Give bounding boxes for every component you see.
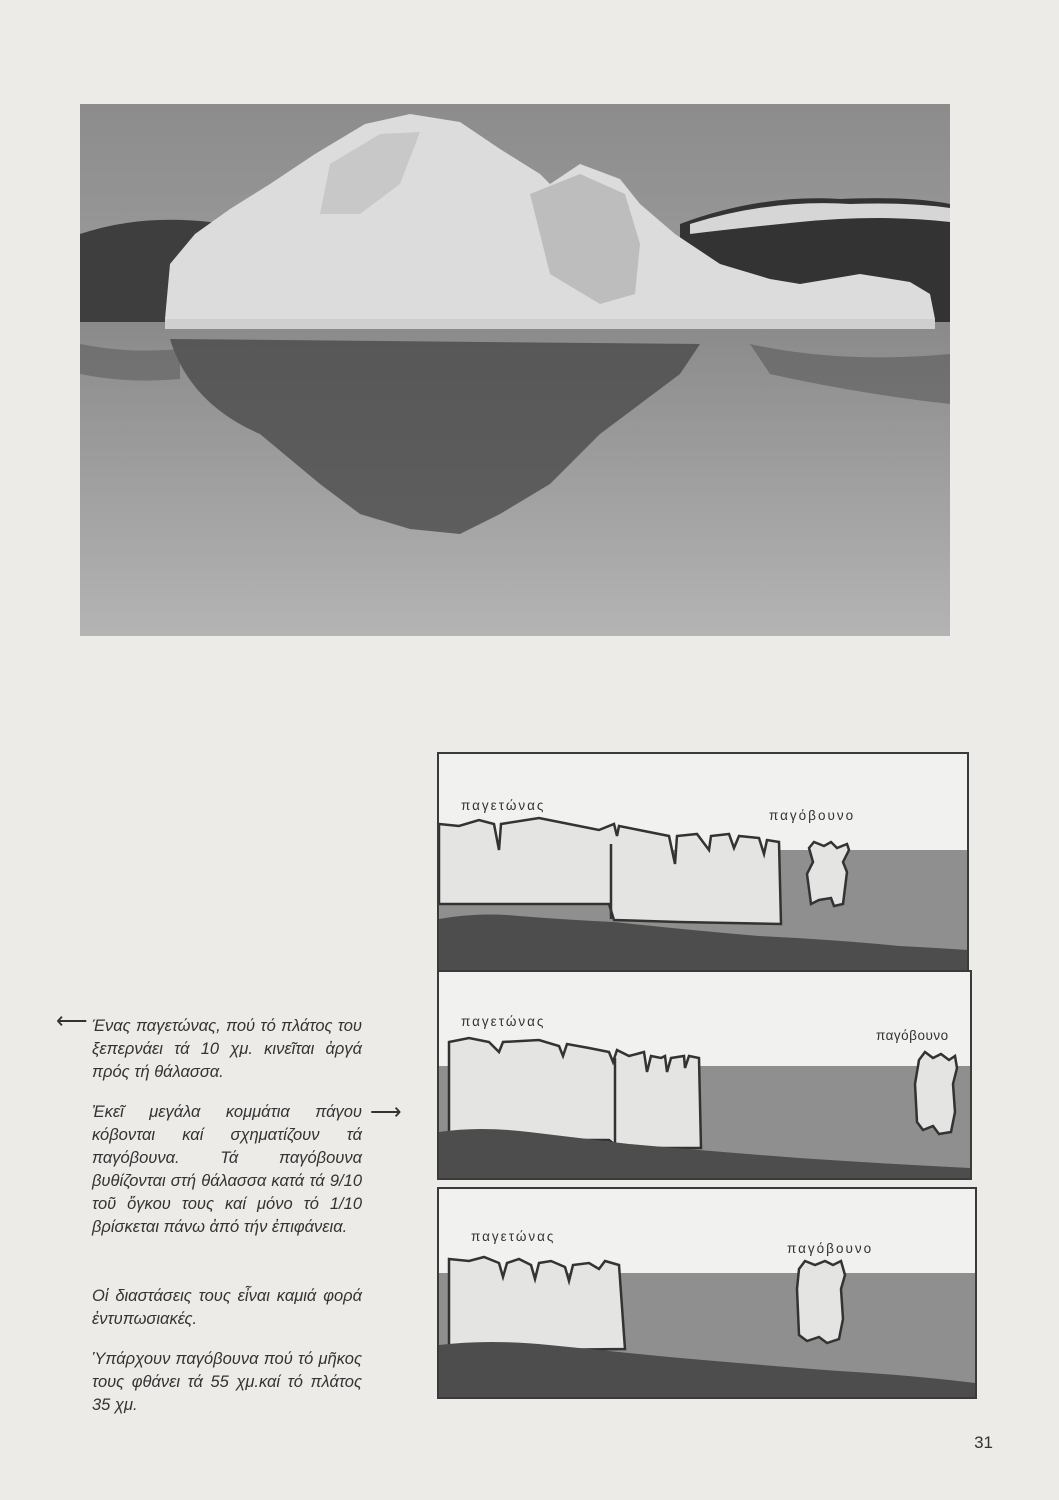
diagram-panel-1 bbox=[437, 752, 969, 974]
right-arrow-icon: ⟶ bbox=[370, 1099, 402, 1124]
glacier-label: παγετώνας bbox=[461, 798, 546, 813]
iceberg-label: παγόβουνο bbox=[876, 1028, 949, 1043]
diagram-panel-3 bbox=[437, 1187, 977, 1399]
diagram-panel-2 bbox=[437, 970, 972, 1180]
caption-paragraph-1: Ένας παγετώνας, πού τό πλάτος του ξεπερνάει τά 10 χμ. κινεῖται ἀργά πρός τή θάλασσα. bbox=[92, 1017, 362, 1081]
iceberg-label: παγόβουνο bbox=[769, 808, 856, 823]
glacier-label: παγετώνας bbox=[471, 1229, 556, 1244]
iceberg-photo-icon bbox=[80, 104, 950, 636]
left-arrow-icon: ⟵ bbox=[56, 1008, 88, 1033]
glacier-diagram-2 bbox=[439, 972, 970, 1178]
iceberg-photo bbox=[80, 104, 950, 636]
caption-paragraph-4: Ὑπάρχουν παγόβουνα πού τό μῆκος τους φθάνει τά 55 χμ.καί τό πλάτος 35 χμ. bbox=[92, 1350, 362, 1414]
glacier-diagram-3 bbox=[439, 1189, 975, 1397]
iceberg-label: παγόβουνο bbox=[787, 1241, 874, 1256]
glacier-diagram-1 bbox=[439, 754, 967, 972]
caption-paragraph-3: Οἱ διαστάσεις τους εἶναι καμιά φορά ἐντυπωσιακές. bbox=[92, 1287, 362, 1328]
glacier-label: παγετώνας bbox=[461, 1014, 546, 1029]
page-number: 31 bbox=[974, 1433, 993, 1452]
caption-paragraph-2: Ἐκεῖ μεγάλα κομμάτια πάγου κόβονται καί σχηματίζουν τά παγόβουνα. Τά παγόβουνα βυθίζονται στή θάλασσα κατά τά 9/10 τοῦ ὄγκου τους καί μόνο τό 1/10 βρίσκεται πάνω ἀπό τήν ἐπιφάνεια. bbox=[92, 1103, 362, 1236]
